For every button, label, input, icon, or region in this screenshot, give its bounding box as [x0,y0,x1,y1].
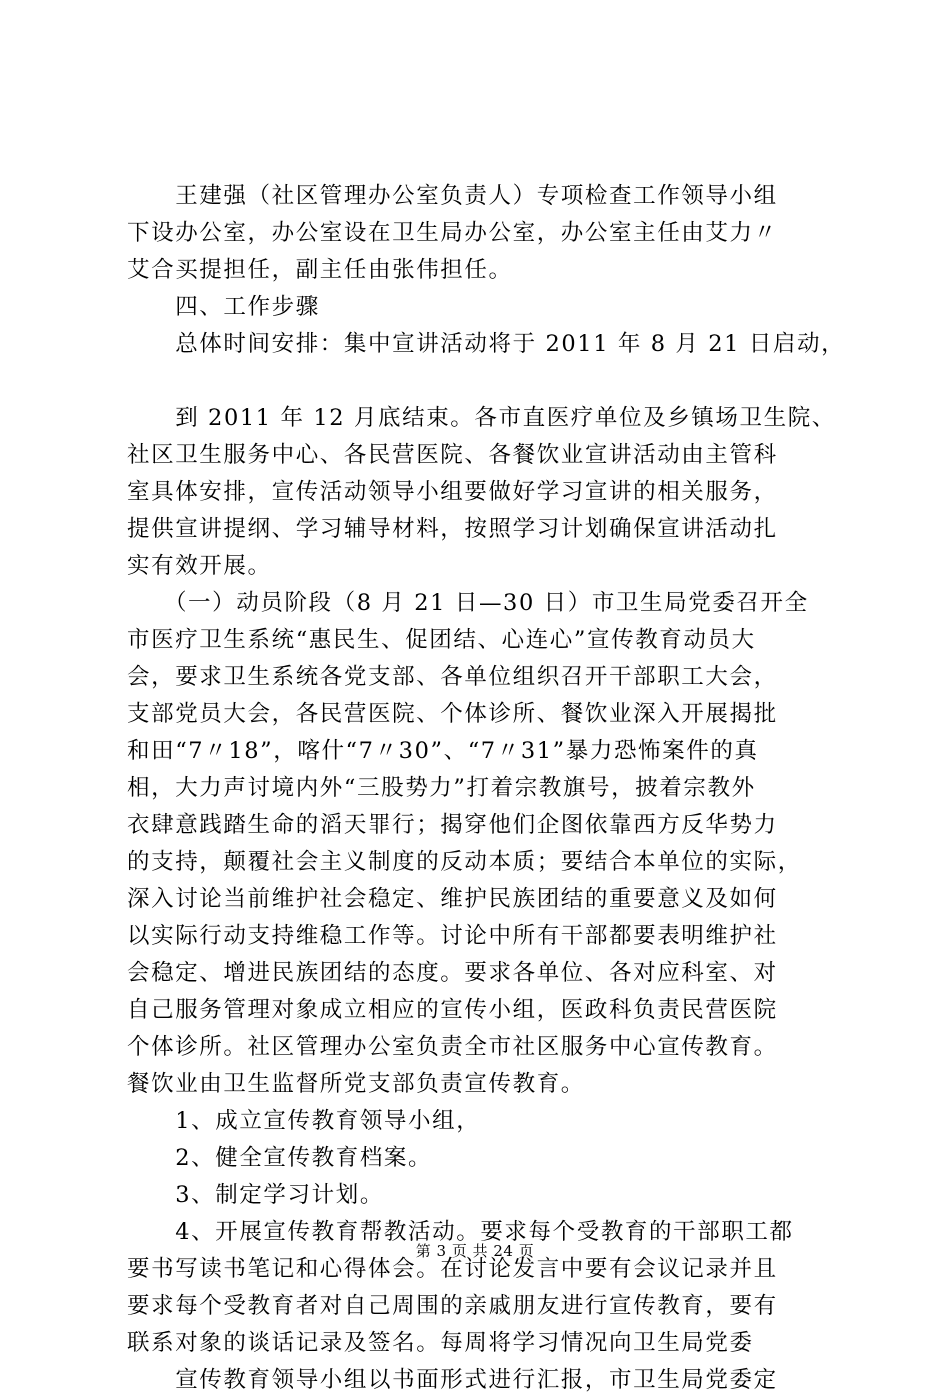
text-line: 实有效开展。 [127,553,272,579]
text-line: 支部党员大会，各民营医院、个体诊所、餐饮业深入开展揭批 [127,701,778,727]
text-line: 下设办公室，办公室设在卫生局办公室，办公室主任由艾力〃 [127,220,778,246]
text-line: 社区卫生服务中心、各民营医院、各餐饮业宣讲活动由主管科 [127,442,778,468]
blank-line [127,363,842,400]
text-line: 提供宣讲提纲、学习辅导材料，按照学习计划确保宣讲活动扎 [127,516,778,542]
text-line: 总体时间安排：集中宣讲活动将于 2011 年 8 月 21 日启动， [127,331,846,357]
text-line: 1、成立宣传教育领导小组， [127,1108,481,1134]
text-line: 宣传教育领导小组以书面形式进行汇报，市卫生局党委定 [127,1367,778,1393]
text-line: 王建强（社区管理办公室负责人）专项检查工作领导小组 [127,183,778,209]
text-line: 深入讨论当前维护社会稳定、维护民族团结的重要意义及如何 [127,886,778,912]
text-line: 室具体安排，宣传活动领导小组要做好学习宣讲的相关服务， [127,479,778,505]
text-line: （一）动员阶段（8 月 21 日—30 日）市卫生局党委召开全 [127,590,809,616]
text-line: 3、制定学习计划。 [127,1182,384,1208]
text-line: 个体诊所。社区管理办公室负责全市社区服务中心宣传教育。 [127,1034,778,1060]
text-line: 到 2011 年 12 月底结束。各市直医疗单位及乡镇场卫生院、 [127,405,836,431]
text-line: 相，大力声讨境内外“三股势力”打着宗教旗号，披着宗教外 [127,775,756,801]
text-line: 要求每个受教育者对自己周围的亲戚朋友进行宣传教育，要有 [127,1293,778,1319]
text-line: 要书写读书笔记和心得体会。在讨论发言中要有会议记录并且 [127,1256,778,1282]
text-line: 联系对象的谈话记录及签名。每周将学习情况向卫生局党委 [127,1330,754,1356]
text-line: 会，要求卫生系统各党支部、各单位组织召开干部职工大会， [127,664,778,690]
text-line: 艾合买提担任，副主任由张伟担任。 [127,257,513,283]
text-line: 会稳定、增进民族团结的态度。要求各单位、各对应科室、对 [127,960,778,986]
text-line: 餐饮业由卫生监督所党支部负责宣传教育。 [127,1071,585,1097]
text-line: 和田“7〃18”，喀什“7〃30”、“7〃31”暴力恐怖案件的真 [127,738,759,764]
text-line: 自己服务管理对象成立相应的宣传小组，医政科负责民营医院 [127,997,778,1023]
text-line: 4、开展宣传教育帮教活动。要求每个受教育的干部职工都 [127,1219,794,1245]
text-line: 四、工作步骤 [127,294,320,320]
body-text [127,178,846,1399]
page-footer: 第 3 页 共 24 页 [415,1242,535,1260]
text-line: 的支持，颠覆社会主义制度的反动本质；要结合本单位的实际， [127,849,802,875]
text-line: 2、健全宣传教育档案。 [127,1145,433,1171]
text-line: 市医疗卫生系统“惠民生、促团结、心连心”宣传教育动员大 [127,627,756,653]
text-line: 以实际行动支持维稳工作等。讨论中所有干部都要表明维护社 [127,923,778,949]
text-line: 衣肆意践踏生命的滔天罪行；揭穿他们企图依靠西方反华势力 [127,812,778,838]
